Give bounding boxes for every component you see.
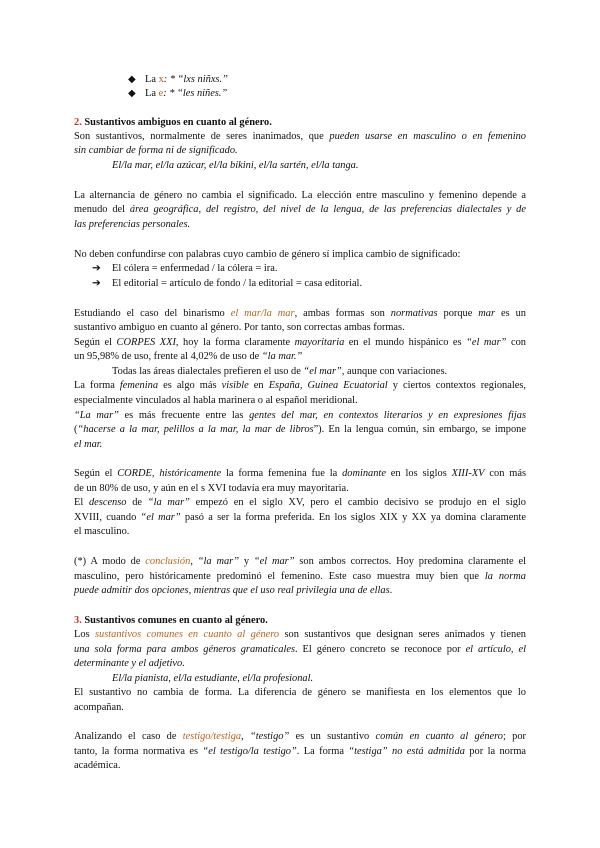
- paragraph-line: XVIII, cuando “el mar” pasó a ser la forma preferida. En los siglos XIX y XX ya domina claramente: [74, 512, 527, 523]
- paragraph-line: Según el CORPES XXI, hoy la forma claramente mayoritaria en el mundo hispánico es “el mar” con: [74, 337, 527, 348]
- paragraph-line: Según el CORDE, históricamente la forma femenina fue la dominante en los siglos XIII-XV con más: [74, 468, 527, 479]
- paragraph-line: de un 80% de uso, y aún en el s XVI todavía era muy mayoritaria.: [74, 483, 349, 494]
- paragraph-line: determinante y el adjetivo.: [74, 658, 185, 669]
- paragraph-line: acompañan.: [74, 702, 124, 713]
- section-3-heading: 3. Sustantivos comunes en cuanto al género.: [74, 615, 268, 626]
- paragraph-line: Los sustantivos comunes en cuanto al género son sustantivos que designan seres animados y tienen: [74, 629, 526, 640]
- paragraph-line: el mar.: [74, 439, 103, 450]
- paragraph-line: sustantivo ambiguo en cuanto al género. Por tanto, son correctas ambas formas.: [74, 322, 405, 333]
- paragraph-line: una sola forma para ambos géneros gramaticales. El género concreto se reconoce por el artículo, el: [74, 644, 526, 655]
- arrow-item: El cólera = enfermedad / la cólera = ira.: [112, 263, 278, 274]
- paragraph-line: La alternancia de género no cambia el significado. La elección entre masculino y femenino depende a: [74, 190, 526, 201]
- paragraph-line: masculino, pero históricamente predominó el femenino. Este caso muestra muy bien que la norma: [74, 571, 526, 582]
- bullet-item-e: La e: * “les niñes.”: [145, 88, 228, 99]
- paragraph-line: especialmente vinculados al habla marinera o al español meridional.: [74, 395, 358, 406]
- paragraph-line: La forma femenina es algo más visible en España, Guinea Ecuatorial y ciertos contextos regionales,: [74, 380, 526, 391]
- diamond-icon: ◆: [128, 88, 136, 99]
- paragraph-line: menudo del área geográfica, del registro, del nivel de la lengua, de las preferencias dialectales y de: [74, 204, 526, 215]
- paragraph-line: Todas las áreas dialectales prefieren el uso de “el mar”, aunque con variaciones.: [112, 366, 448, 377]
- arrow-right-icon: ➔: [92, 263, 101, 274]
- example-line: El/la mar, el/la azúcar, el/la bikini, el/la sartén, el/la tanga.: [112, 160, 359, 171]
- paragraph-line: sin cambiar de forma ni de significado.: [74, 145, 238, 156]
- paragraph-line: El sustantivo no cambia de forma. La diferencia de género se manifiesta en los elementos que lo: [74, 687, 526, 698]
- paragraph-line: No deben confundirse con palabras cuyo cambio de género sí implica cambio de significado:: [74, 249, 461, 260]
- paragraph-line: tanto, la forma normativa es “el testigo/la testigo”. La forma “testiga” no está admitida por la norma: [74, 746, 527, 757]
- paragraph-line: (“hacerse a la mar, pelillos a la mar, la mar de libros”). En la lengua común, sin embargo, se impone: [74, 424, 526, 435]
- paragraph-line: académica.: [74, 760, 121, 771]
- paragraph-line: El descenso de “la mar” empezó en el siglo XV, pero el cambio decisivo se produjo en el siglo: [74, 497, 526, 508]
- arrow-item: El editorial = artículo de fondo / la editorial = casa editorial.: [112, 278, 363, 289]
- paragraph-line: puede admitir dos opciones, mientras que el uso real privilegia una de ellas.: [74, 585, 393, 596]
- section-2-heading: 2. Sustantivos ambiguos en cuanto al género.: [74, 117, 272, 128]
- paragraph-line: “La mar” es más frecuente entre las gentes del mar, en contextos literarios y en expresiones fijas: [74, 410, 526, 421]
- paragraph-line: un 95,98% de uso, frente al 4,02% de uso de “la mar.”: [74, 351, 303, 362]
- paragraph-line: (*) A modo de conclusión, “la mar” y “el mar” son ambos correctos. Hoy predomina claramente el: [74, 556, 526, 567]
- paragraph-line: Estudiando el caso del binarismo el mar/la mar, ambas formas son normativas porque mar es un: [74, 308, 526, 319]
- diamond-icon: ◆: [128, 74, 136, 85]
- paragraph-line: Analizando el caso de testigo/testiga, “testigo” es un sustantivo común en cuanto al género; por: [74, 731, 526, 742]
- paragraph-line: Son sustantivos, normalmente de seres inanimados, que pueden usarse en masculino o en femenino: [74, 131, 526, 142]
- paragraph-line: el masculino.: [74, 526, 130, 537]
- paragraph-line: las preferencias personales.: [74, 219, 191, 230]
- bullet-item-x: La x: * “lxs niñxs.”: [145, 74, 228, 85]
- arrow-right-icon: ➔: [92, 278, 101, 289]
- example-line: El/la pianista, el/la estudiante, el/la profesional.: [112, 673, 314, 684]
